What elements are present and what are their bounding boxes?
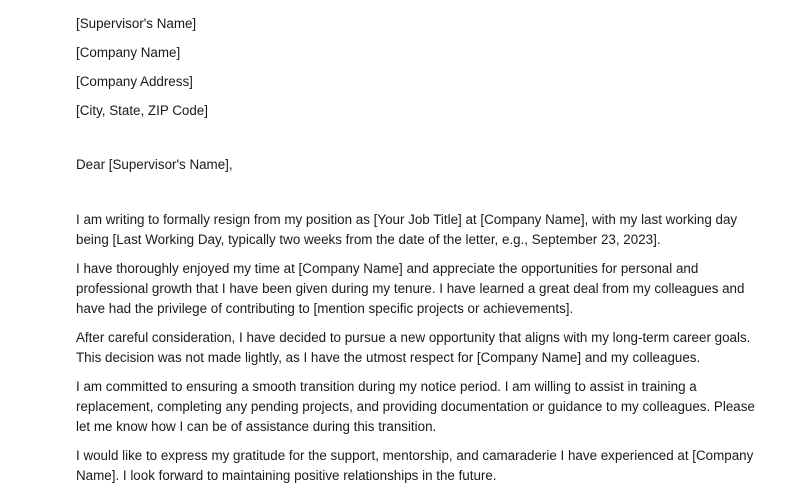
company-name-line: [Company Name]	[76, 45, 181, 60]
company-address-line: [Company Address]	[76, 74, 193, 89]
supervisor-name-line: [Supervisor's Name]	[76, 16, 197, 31]
salutation: Dear [Supervisor's Name],	[76, 157, 233, 172]
recipient-address-block	[76, 14, 776, 121]
letter-body	[76, 210, 776, 486]
body-paragraph-transition: I am committed to ensuring a smooth transition during my notice period. I am willing to assist in training a replacement, completing any pending projects, and providing documentation or guidance to my colleagues. Please let me know how I can be of assistance during this transition.	[76, 379, 755, 434]
resignation-letter	[76, 14, 776, 495]
body-paragraph-reason: After careful consideration, I have decided to pursue a new opportunity that aligns with my long-term career goals. This decision was not made lightly, as I have the utmost respect for [Company Name] and my colleagues.	[76, 330, 751, 365]
body-paragraph-appreciation: I have thoroughly enjoyed my time at [Company Name] and appreciate the opportunities for personal and professional growth that I have been given during my tenure. I have learned a great deal from my colleagues and have had the privilege of contributing to [mention specific projects or achievements].	[76, 261, 745, 316]
body-paragraph-resignation: I am writing to formally resign from my position as [Your Job Title] at [Company Name], with my last working day being [Last Working Day, typically two weeks from the date of the letter, e.g., September 23, 2023].	[76, 212, 738, 247]
body-paragraph-gratitude: I would like to express my gratitude for the support, mentorship, and camaraderie I have experienced at [Company Name]. I look forward to maintaining positive relationships in the future.	[76, 448, 754, 483]
city-state-zip-line: [City, State, ZIP Code]	[76, 103, 208, 118]
